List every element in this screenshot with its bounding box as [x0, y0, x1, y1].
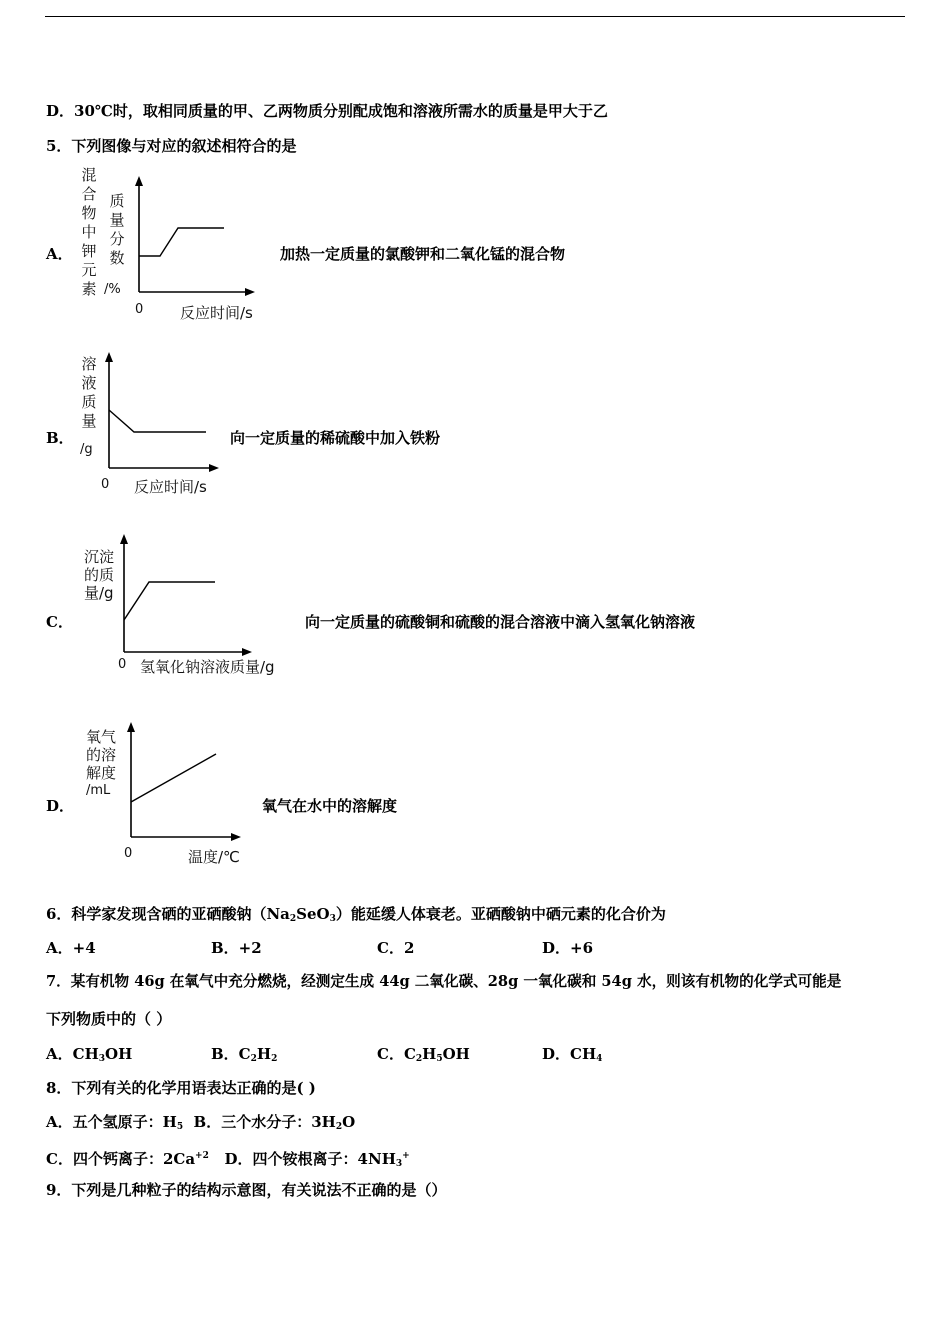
- q7-stem-line2: 下列物质中的（ ）: [46, 1010, 172, 1028]
- q5-d-xlabel: 温度/℃: [188, 848, 240, 866]
- q5-option-b-label: B．: [46, 429, 74, 447]
- q5-c-ylabel: 沉淀 的质 量/g: [84, 548, 115, 602]
- q4-option-d-text: 30℃时，取相同质量的甲、乙两物质分别配成饱和溶液所需水的质量是甲大于乙: [74, 102, 608, 120]
- q5-a-origin: 0: [135, 302, 144, 317]
- q5-b-origin: 0: [101, 477, 110, 492]
- q5-option-a-desc: 加热一定质量的氯酸钾和二氧化锰的混合物: [280, 245, 566, 263]
- q5-b-ylabel: 溶 液 质 量: [81, 355, 97, 430]
- q5-a-yunit: /%: [104, 282, 121, 297]
- q5-c-origin: 0: [118, 657, 127, 672]
- q5-b-xlabel: 反应时间/s: [134, 478, 207, 496]
- q4-option-d: [46, 101, 608, 121]
- q8-option-c: C．四个钙离子：$2Ca^{+2}$: [46, 1150, 209, 1168]
- q5-option-d-label: D．: [46, 797, 75, 815]
- q6-option-a: A．+4: [46, 939, 96, 957]
- q6-option-c: C．2: [377, 939, 415, 957]
- q6-option-d: D．+6: [542, 939, 594, 957]
- q5-c-xlabel: 氢氧化钠溶液质量/g: [140, 658, 275, 676]
- q8-option-d: D．四个铵根离子：$4NH_3^+$: [224, 1150, 410, 1169]
- q5-d-ylabel: 氧气 的溶 解度 /mL: [86, 728, 117, 798]
- q7-option-b: B．$C_2H_2$: [211, 1045, 278, 1064]
- q5-d-graph: [122, 722, 247, 842]
- q5-a-ylabel-inner: 质 量 分 数: [109, 192, 125, 267]
- q7-option-a: A．$CH_3OH$: [46, 1045, 133, 1064]
- q5-option-c-desc: 向一定质量的硫酸铜和硫酸的混合溶液中滴入氢氧化钠溶液: [305, 613, 696, 631]
- q8-option-b: B．三个水分子：$3H_2O$: [193, 1113, 356, 1132]
- q5-d-origin: 0: [124, 846, 133, 861]
- q5-a-ylabel-outer: 混 合 物 中 钾 元 素: [81, 166, 97, 298]
- q7-stem-line1: 7．某有机物 46g 在氧气中充分燃烧，经测定生成 44g 二氧化碳、28g 一氧化碳和 54g 水，则该有机物的化学式可能是: [46, 973, 842, 990]
- q5-option-d-desc: 氧气在水中的溶解度: [262, 797, 398, 815]
- q7-option-d: D．$CH_4$: [542, 1045, 603, 1064]
- q9-stem: 9．下列是几种粒子的结构示意图，有关说法不正确的是（）: [46, 1181, 447, 1199]
- q5-option-c-label: C．: [46, 613, 73, 631]
- q5-a-graph: [130, 176, 260, 296]
- q8-options-cd: [46, 1146, 410, 1174]
- header-rule: [45, 16, 905, 17]
- q7-option-c: C．$C_2H_5OH$: [377, 1045, 470, 1064]
- q5-c-graph: [115, 534, 250, 656]
- q8-option-a: A．五个氢原子：$H_5$: [46, 1113, 184, 1132]
- q5-b-graph: [100, 352, 225, 472]
- q5-b-yunit: /g: [80, 442, 93, 457]
- q5-option-b-desc: 向一定质量的稀硫酸中加入铁粉: [230, 429, 441, 447]
- q6-stem: 6．科学家发现含硒的亚硒酸钠$(Na_2SeO_3)$能延缓人体衰老。亚硒酸钠中硒元素的化合价为: [46, 905, 666, 924]
- q5-a-xlabel: 反应时间/s: [180, 304, 253, 322]
- q8-options-ab: [46, 1112, 355, 1137]
- q4-option-d-label: D．: [46, 102, 75, 120]
- q8-stem: 8．下列有关的化学用语表达正确的是( ): [46, 1079, 316, 1097]
- q5-option-a-label: A．: [46, 245, 73, 263]
- q6-option-b: B．+2: [211, 939, 262, 957]
- q5-stem: 5．下列图像与对应的叙述相符合的是: [46, 137, 297, 155]
